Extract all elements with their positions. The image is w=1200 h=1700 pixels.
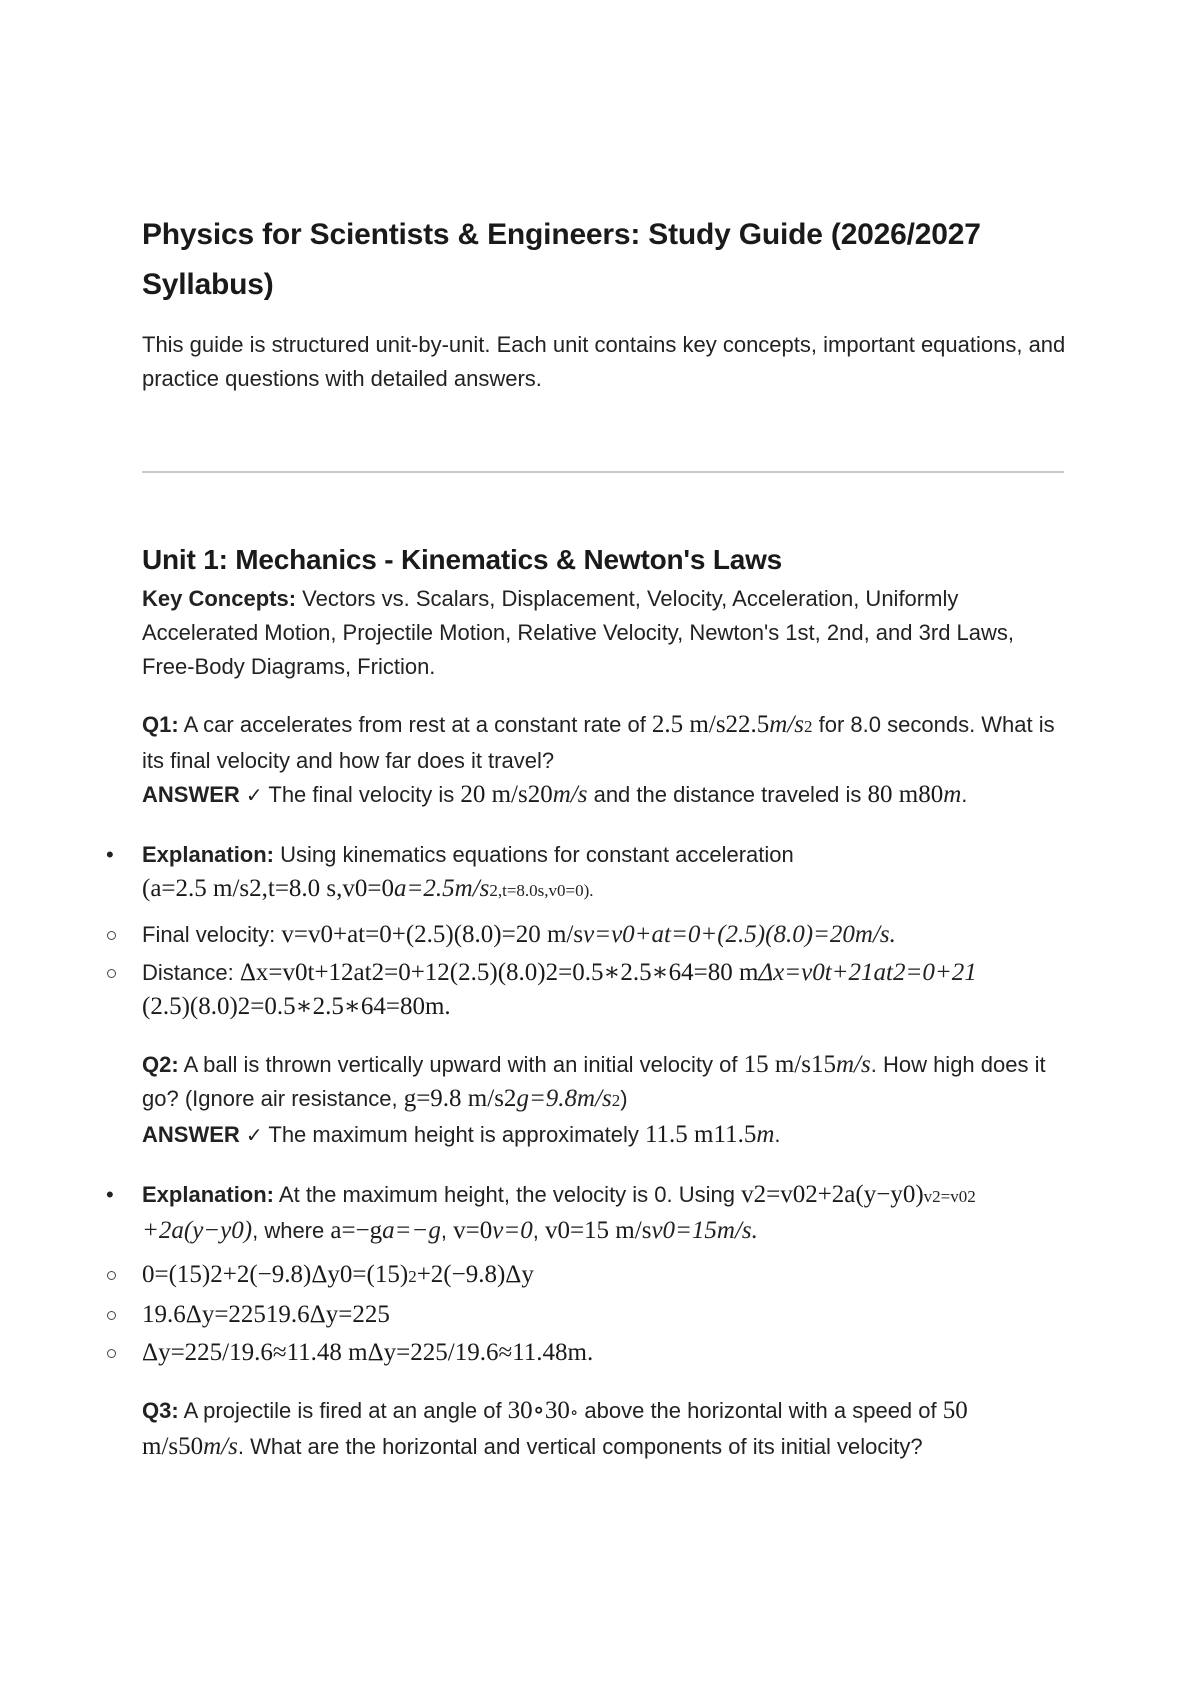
checkmark-icon: ✓ xyxy=(245,1123,263,1147)
list-item xyxy=(142,1336,1072,1370)
question-2-text-c: ) xyxy=(620,1086,628,1111)
question-1-math-a-italic: m/s xyxy=(769,711,805,738)
explanation-math: (a=2.5 m/s2,t=8.0 s,v0=0 xyxy=(142,875,395,902)
circle-bullet-icon xyxy=(107,931,116,940)
answer-end: . xyxy=(961,782,968,807)
list-item xyxy=(142,918,1072,952)
question-2-math-b-sup: 2 xyxy=(611,1091,621,1110)
question-1 xyxy=(106,708,1072,1024)
explanation-label: Explanation: xyxy=(142,842,275,867)
question-2-answer xyxy=(142,1118,1072,1152)
question-3-text-a: A projectile is fired at an angle of xyxy=(178,1398,508,1423)
explanation-math-b-italic: a=−g xyxy=(382,1217,441,1244)
section-divider xyxy=(142,471,1064,473)
question-2-math-b: g=9.8 m/s2 xyxy=(403,1085,517,1112)
explanation-text: Using kinematics equations for constant acceleration xyxy=(274,842,794,867)
explanation-math-line2: +2a(y−y0) xyxy=(142,1217,253,1244)
explanation-math: v2=v02+2a(y−y0) xyxy=(741,1181,924,1208)
question-1-text-b: for 8.0 seconds. What is its final velocity and how far does it travel? xyxy=(142,712,1055,773)
answer-math-italic: m xyxy=(756,1121,775,1148)
step-math-rest: +2(−9.8)Δy xyxy=(416,1261,534,1288)
answer-end: . xyxy=(774,1122,781,1147)
circle-bullet-icon xyxy=(107,1349,116,1358)
explanation-text-b: , where xyxy=(252,1218,331,1243)
question-2 xyxy=(106,1048,1072,1370)
answer-text-b: and the distance traveled is xyxy=(587,782,868,807)
explanation-math-italic: a=2.5m/s xyxy=(394,875,490,902)
answer-math-b: 80 m80 xyxy=(867,781,944,808)
explanation-math-italic: v2=v02 xyxy=(923,1187,976,1206)
bullet-icon: • xyxy=(106,842,114,867)
explanation-math-b: a=−g xyxy=(330,1217,383,1244)
question-2-math-a-italic: m/s xyxy=(835,1051,871,1078)
question-1-math-a-sup: 2 xyxy=(804,717,813,736)
explanation-math-d-italic: v0=15m/s. xyxy=(651,1217,758,1244)
document-title: Physics for Scientists & Engineers: Study Guide (2026/2027 Syllabus) xyxy=(142,218,981,301)
step-math: v=v0+at=0+(2.5)(8.0)=20 m/s xyxy=(281,921,584,948)
question-3-math-b-italic: m/s xyxy=(203,1433,238,1460)
question-2-math-b-italic: g=9.8m/s xyxy=(516,1085,612,1112)
explanation-2-steps xyxy=(142,1258,1072,1370)
answer-text-a: The final velocity is xyxy=(262,782,461,807)
answer-math: 11.5 m11.5 xyxy=(644,1121,757,1148)
step-math-line2: (2.5)(8.0)2=0.5∗2.5∗64=80m. xyxy=(142,993,451,1020)
list-item xyxy=(142,1298,1072,1332)
step-label: Distance: xyxy=(142,960,240,985)
document-header xyxy=(142,210,1072,396)
key-concepts-label: Key Concepts: xyxy=(142,586,297,611)
explanation-math-c: v=0 xyxy=(453,1217,493,1244)
answer-math-a-italic: m/s xyxy=(552,781,588,808)
question-1-text-a: A car accelerates from rest at a constant rate of xyxy=(178,712,652,737)
list-item xyxy=(142,956,1072,1024)
question-2-text-b: . How high does it go? (Ignore air resistance, xyxy=(142,1052,1046,1111)
explanation-1-steps xyxy=(142,918,1072,1024)
explanation-math-c-italic: v=0 xyxy=(492,1217,533,1244)
question-3-math-a: 30∘30 xyxy=(507,1397,570,1424)
step-math: Δy=225/19.6≈11.48 mΔy=225/19.6≈11.48m. xyxy=(142,1339,594,1366)
question-2-math-a: 15 m/s15 xyxy=(743,1051,836,1078)
unit-1-section xyxy=(106,538,1072,1464)
unit-1-title: Unit 1: Mechanics - Kinematics & Newton's Laws xyxy=(142,544,783,575)
question-2-label: Q2: xyxy=(142,1052,179,1077)
question-3-math-b: 50 m/s50 xyxy=(142,1397,968,1460)
circle-bullet-icon xyxy=(107,1271,116,1280)
question-3 xyxy=(142,1394,1072,1464)
answer-text-a: The maximum height is approximately xyxy=(262,1122,645,1147)
question-1-math-a: 2.5 m/s22.5 xyxy=(651,711,770,738)
circle-bullet-icon xyxy=(107,969,116,978)
question-3-label: Q3: xyxy=(142,1398,179,1423)
question-1-label: Q1: xyxy=(142,712,179,737)
explanation-text-c: , xyxy=(440,1218,454,1243)
step-math-italic: v=v0+at=0+(2.5)(8.0)=20m/s. xyxy=(583,921,896,948)
key-concepts xyxy=(142,582,1072,684)
explanation-math-d: v0=15 m/s xyxy=(544,1217,652,1244)
step-math: Δx=v0t+12at2=0+12(2.5)(8.0)2=0.5∗2.5∗64=80 m xyxy=(239,959,759,986)
question-2-text-a: A ball is thrown vertically upward with an initial velocity of xyxy=(178,1052,744,1077)
explanation-text-d: , xyxy=(532,1218,545,1243)
bullet-icon: • xyxy=(106,1182,114,1207)
checkmark-icon: ✓ xyxy=(245,783,263,807)
answer-label: ANSWER xyxy=(142,1122,240,1147)
explanation-2 xyxy=(106,1178,1072,1248)
question-3-text-c: . What are the horizontal and vertical components of its initial velocity? xyxy=(237,1434,923,1459)
explanation-text: At the maximum height, the velocity is 0. Using xyxy=(274,1182,742,1207)
explanation-1 xyxy=(106,838,1072,908)
question-2-text xyxy=(142,1048,1072,1118)
step-math-sup: 2 xyxy=(408,1267,417,1286)
key-concepts-text: Vectors vs. Scalars, Displacement, Velocity, Acceleration, Uniformly Accelerated Motion, Projectile Motion, Relative Velocity, Newton's 1st, 2nd, and 3rd Laws, Free-Body Diagrams, Friction. xyxy=(142,586,1015,679)
step-label: Final velocity: xyxy=(142,922,282,947)
answer-math-b-italic: m xyxy=(943,781,962,808)
step-math: 0=(15)2+2(−9.8)Δy0=(15) xyxy=(142,1261,409,1288)
circle-bullet-icon xyxy=(107,1311,116,1320)
question-3-math-a-sup: ∘ xyxy=(569,1403,579,1422)
list-item xyxy=(142,1258,1072,1294)
step-math-italic: Δx=v0t+21at2=0+21 xyxy=(758,959,977,986)
question-1-text xyxy=(142,708,1072,778)
answer-label: ANSWER xyxy=(142,782,240,807)
explanation-math-rest: 2,t=8.0s,v0=0). xyxy=(489,881,594,900)
explanation-label: Explanation: xyxy=(142,1182,275,1207)
question-1-answer xyxy=(142,778,1072,812)
question-3-text-b: above the horizontal with a speed of xyxy=(578,1398,943,1423)
document-intro: This guide is structured unit-by-unit. Each unit contains key concepts, important equations, and practice questions with detailed answers. xyxy=(142,332,1066,391)
step-math: 19.6Δy=22519.6Δy=225 xyxy=(142,1301,390,1328)
question-3-text xyxy=(142,1394,1072,1464)
answer-math-a: 20 m/s20 xyxy=(460,781,553,808)
